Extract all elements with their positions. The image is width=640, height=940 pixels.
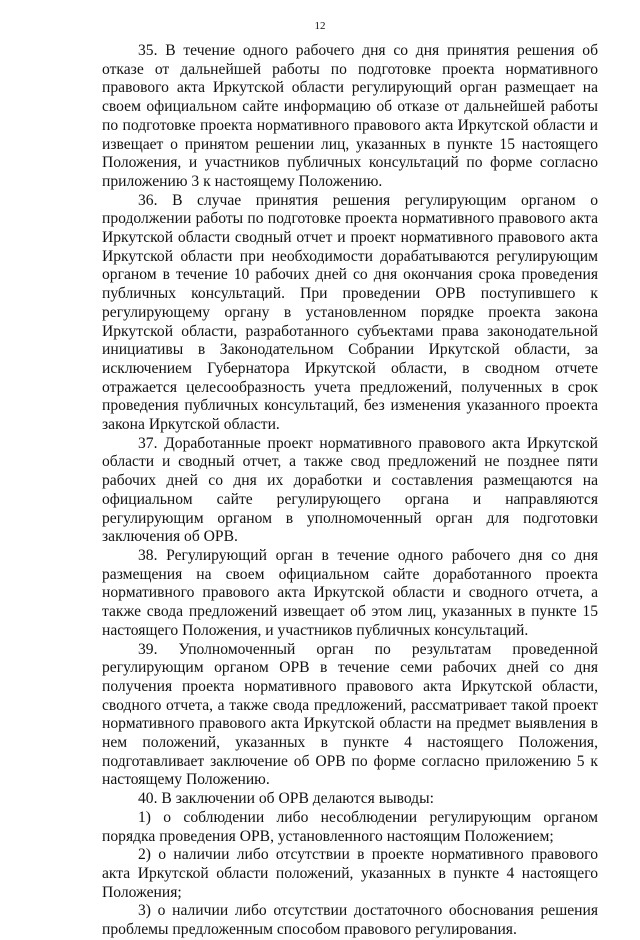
paragraph-39: 39. Уполномоченный орган по результатам проведенной регулирующим органом ОРВ в течение семи рабочих дней со дня получения проекта нормативного правового акта Иркутской области, сводного отчета, а также свода предложений, рассматривает такой проект нормативного правового акта Иркутской области на предмет выявления в нем положений, указанных в пункте 4 настоящего Положения, подготавливает заключение об ОРВ по форме согласно приложению 5 к настоящему Положению.	[102, 640, 598, 789]
paragraph-37: 37. Доработанные проект нормативного правового акта Иркутской области и сводный отчет, а также свод предложений не позднее пяти рабочих дней со дня их доработки и составления размещаются на официальном сайте регулирующего органа и направляются регулирующим органом в уполномоченный орган для подготовки заключения об ОРВ.	[102, 434, 598, 546]
list-item-2: 2) о наличии либо отсутствии в проекте нормативного правового акта Иркутской области положений, указанных в пункте 4 настоящего Положения;	[102, 846, 598, 901]
document-body	[102, 42, 598, 940]
paragraph-38: 38. Регулирующий орган в течение одного рабочего дня со дня размещения на своем официальном сайте доработанного проекта нормативного правового акта Иркутской области и сводного отчета, а также свода предложений извещает об этом лиц, указанных в пункте 15 настоящего Положения, и участников публичных консультаций.	[102, 546, 598, 639]
paragraph-36: 36. В случае принятия решения регулирующим органом о продолжении работы по подготовке проекта нормативного правового акта Иркутской области сводный отчет и проект нормативного правового акта Иркутской области при необходимости дорабатываются регулирующим органом в течение 10 рабочих дней со дня окончания срока проведения публичных консультаций. При проведении ОРВ поступившего к регулирующему органу в установленном порядке проекта закона Иркутской области, разработанного субъектами права законодательной инициативы в Законодательном Собрании Иркутской области, за исключением Губернатора Иркутской области, в сводном отчете отражается целесообразность учета предложений, полученных в срок проведения публичных консультаций, без изменения указанного проекта закона Иркутской области.	[102, 191, 598, 434]
page-number: 12	[314, 20, 326, 32]
paragraph-35: 35. В течение одного рабочего дня со дня принятия решения об отказе от дальнейшей работы по подготовке проекта нормативного правового акта Иркутской области регулирующий орган размещает на своем официальном сайте информацию об отказе от дальнейшей работы по подготовке проекта нормативного правового акта Иркутской области и извещает о принятом решении лиц, указанных в пункте 15 настоящего Положения, и участников публичных консультаций по форме согласно приложению 3 к настоящему Положению.	[102, 42, 598, 190]
paragraph-40: 40. В заключении об ОРВ делаются выводы:	[138, 790, 434, 808]
list-item-3: 3) о наличии либо отсутствии достаточного обоснования решения проблемы предложенным способом правового регулирования.	[102, 902, 598, 939]
list-item-1: 1) о соблюдении либо несоблюдении регулирующим органом порядка проведения ОРВ, установленного настоящим Положением;	[102, 808, 598, 845]
